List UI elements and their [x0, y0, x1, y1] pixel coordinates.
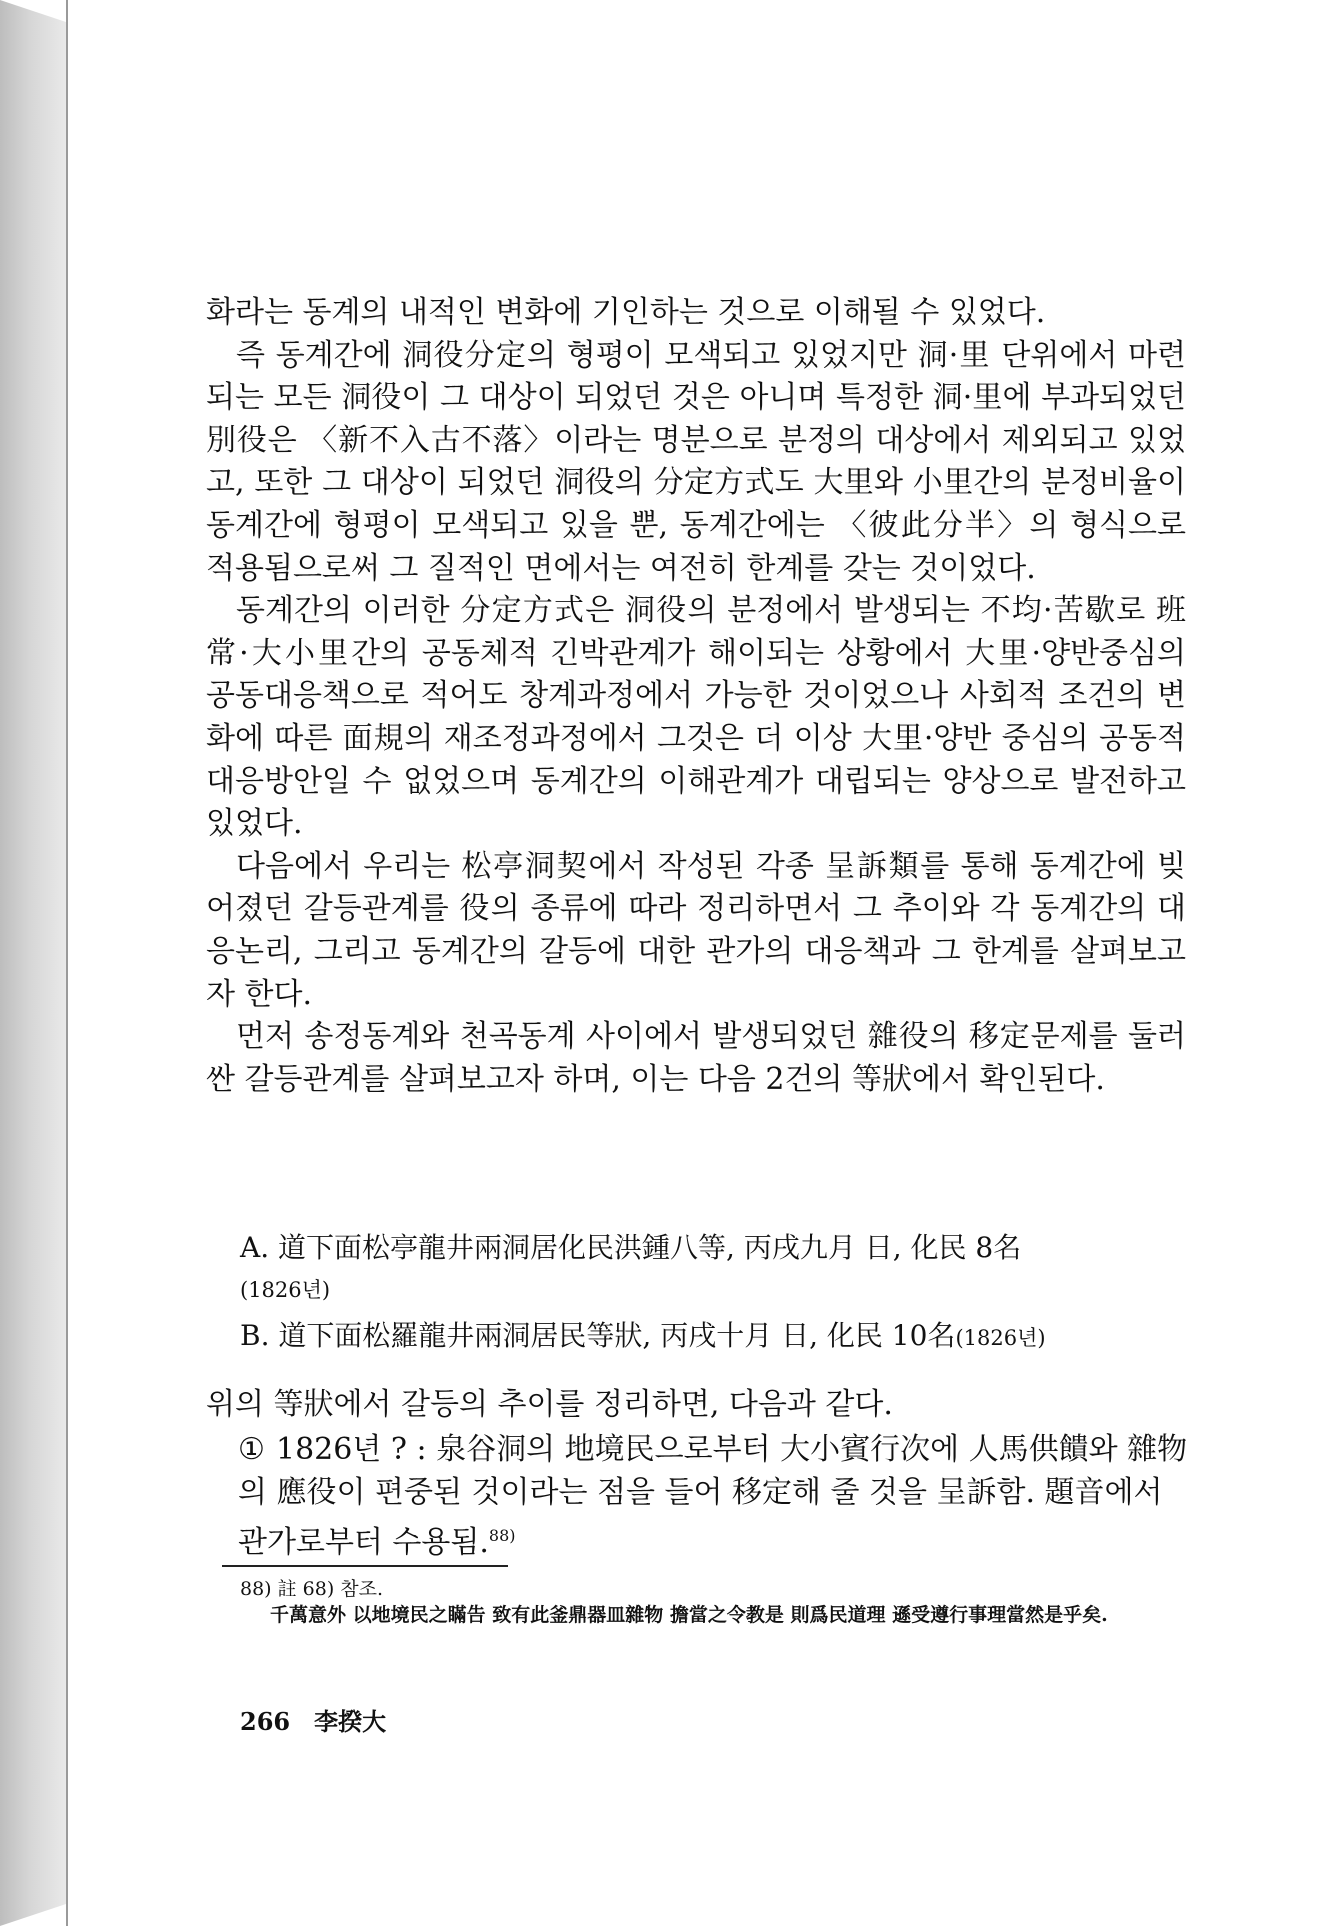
paragraph-4: 다음에서 우리는 松亭洞契에서 작성된 각종 呈訴類를 통해 동계간에 빚어졌던 갈등관계를 役의 종류에 따라 정리하면서 그 추이와 각 동계간의 대응논리, 그리고 동계간의 갈등에 대한 관가의 대응책과 그 한계를 살펴보고자 한다.	[206, 848, 1186, 1012]
page-number: 266	[240, 1707, 291, 1736]
author-name: 李揆大	[314, 1707, 387, 1736]
footnote-quote: 千萬意外 以地境民之瞞告 致有此釜鼎器皿雜物 擔當之令教是 則爲民道理 遜受遵行事理當然是乎矣.	[270, 1604, 1108, 1626]
source-b-year: (1826년)	[955, 1326, 1046, 1350]
book-spine	[0, 0, 66, 1926]
source-b-text: 道下面松羅龍井兩洞居民等狀, 丙戌十月 日, 化民 10名	[278, 1319, 956, 1352]
source-a-text: 道下面松亭龍井兩洞居化民洪鍾八等, 丙戌九月 日, 化民 8名	[278, 1231, 1022, 1264]
item-number: ①	[238, 1432, 265, 1467]
footnote-ref: 88) 註 68) 참조.	[240, 1578, 384, 1600]
timeline-item	[238, 1428, 1188, 1564]
footnote-rule	[222, 1565, 508, 1567]
footnote	[240, 1576, 1190, 1628]
item-text: 1826년 ? : 泉谷洞의 地境民으로부터 大小賓行次에 人馬供饋와 雜物의 應役이 편중된 것이라는 점을 들어 移定해 줄 것을 呈訴함. 題音에서 관가로부터 수용됨.	[238, 1432, 1188, 1560]
source-a-year: (1826년)	[240, 1278, 331, 1302]
source-b	[240, 1316, 1180, 1358]
source-b-label: B.	[240, 1319, 270, 1352]
paragraph-1: 화라는 동계의 내적인 변화에 기인하는 것으로 이해될 수 있었다.	[206, 295, 1046, 330]
paragraph-5: 먼저 송정동계와 천곡동계 사이에서 발생되었던 雜役의 移定문제를 둘러싼 갈등관계를 살펴보고자 하며, 이는 다음 2건의 等狀에서 확인된다.	[206, 1019, 1186, 1097]
body-text	[206, 292, 1186, 1101]
paragraph-3: 동계간의 이러한 分定方式은 洞役의 분정에서 발생되는 不均·苦歇로 班常·大小里간의 공동체적 긴박관계가 해이되는 상황에서 大里·양반중심의 공동대응책으로 적어도 창계과정에서 가능한 것이었으나 사회적 조건의 변화에 따른 面規의 재조정과정에서 그것은 더 이상 大里·양반 중심의 공동적 대응방안일 수 없었으며 동계간의 이해관계가 대립되는 양상으로 발전하고 있었다.	[206, 593, 1186, 842]
paragraph-2: 즉 동계간에 洞役分定의 형평이 모색되고 있었지만 洞·里 단위에서 마련되는 모든 洞役이 그 대상이 되었던 것은 아니며 특정한 洞·里에 부과되었던 別役은 〈新不入古不落〉이라는 명분으로 분정의 대상에서 제외되고 있었고, 또한 그 대상이 되었던 洞役의 分定方式도 大里와 小里간의 분정비율이 동계간에 형평이 모색되고 있을 뿐, 동계간에는 〈彼此分半〉의 형식으로 적용됨으로써 그 질적인 면에서는 여전히 한계를 갖는 것이었다.	[206, 337, 1186, 586]
footnote-marker: 88)	[488, 1526, 516, 1545]
source-a	[240, 1228, 1180, 1310]
source-a-label: A.	[240, 1231, 270, 1264]
summary-intro: 위의 等狀에서 갈등의 추이를 정리하면, 다음과 같다.	[206, 1387, 893, 1422]
folio	[240, 1702, 386, 1737]
